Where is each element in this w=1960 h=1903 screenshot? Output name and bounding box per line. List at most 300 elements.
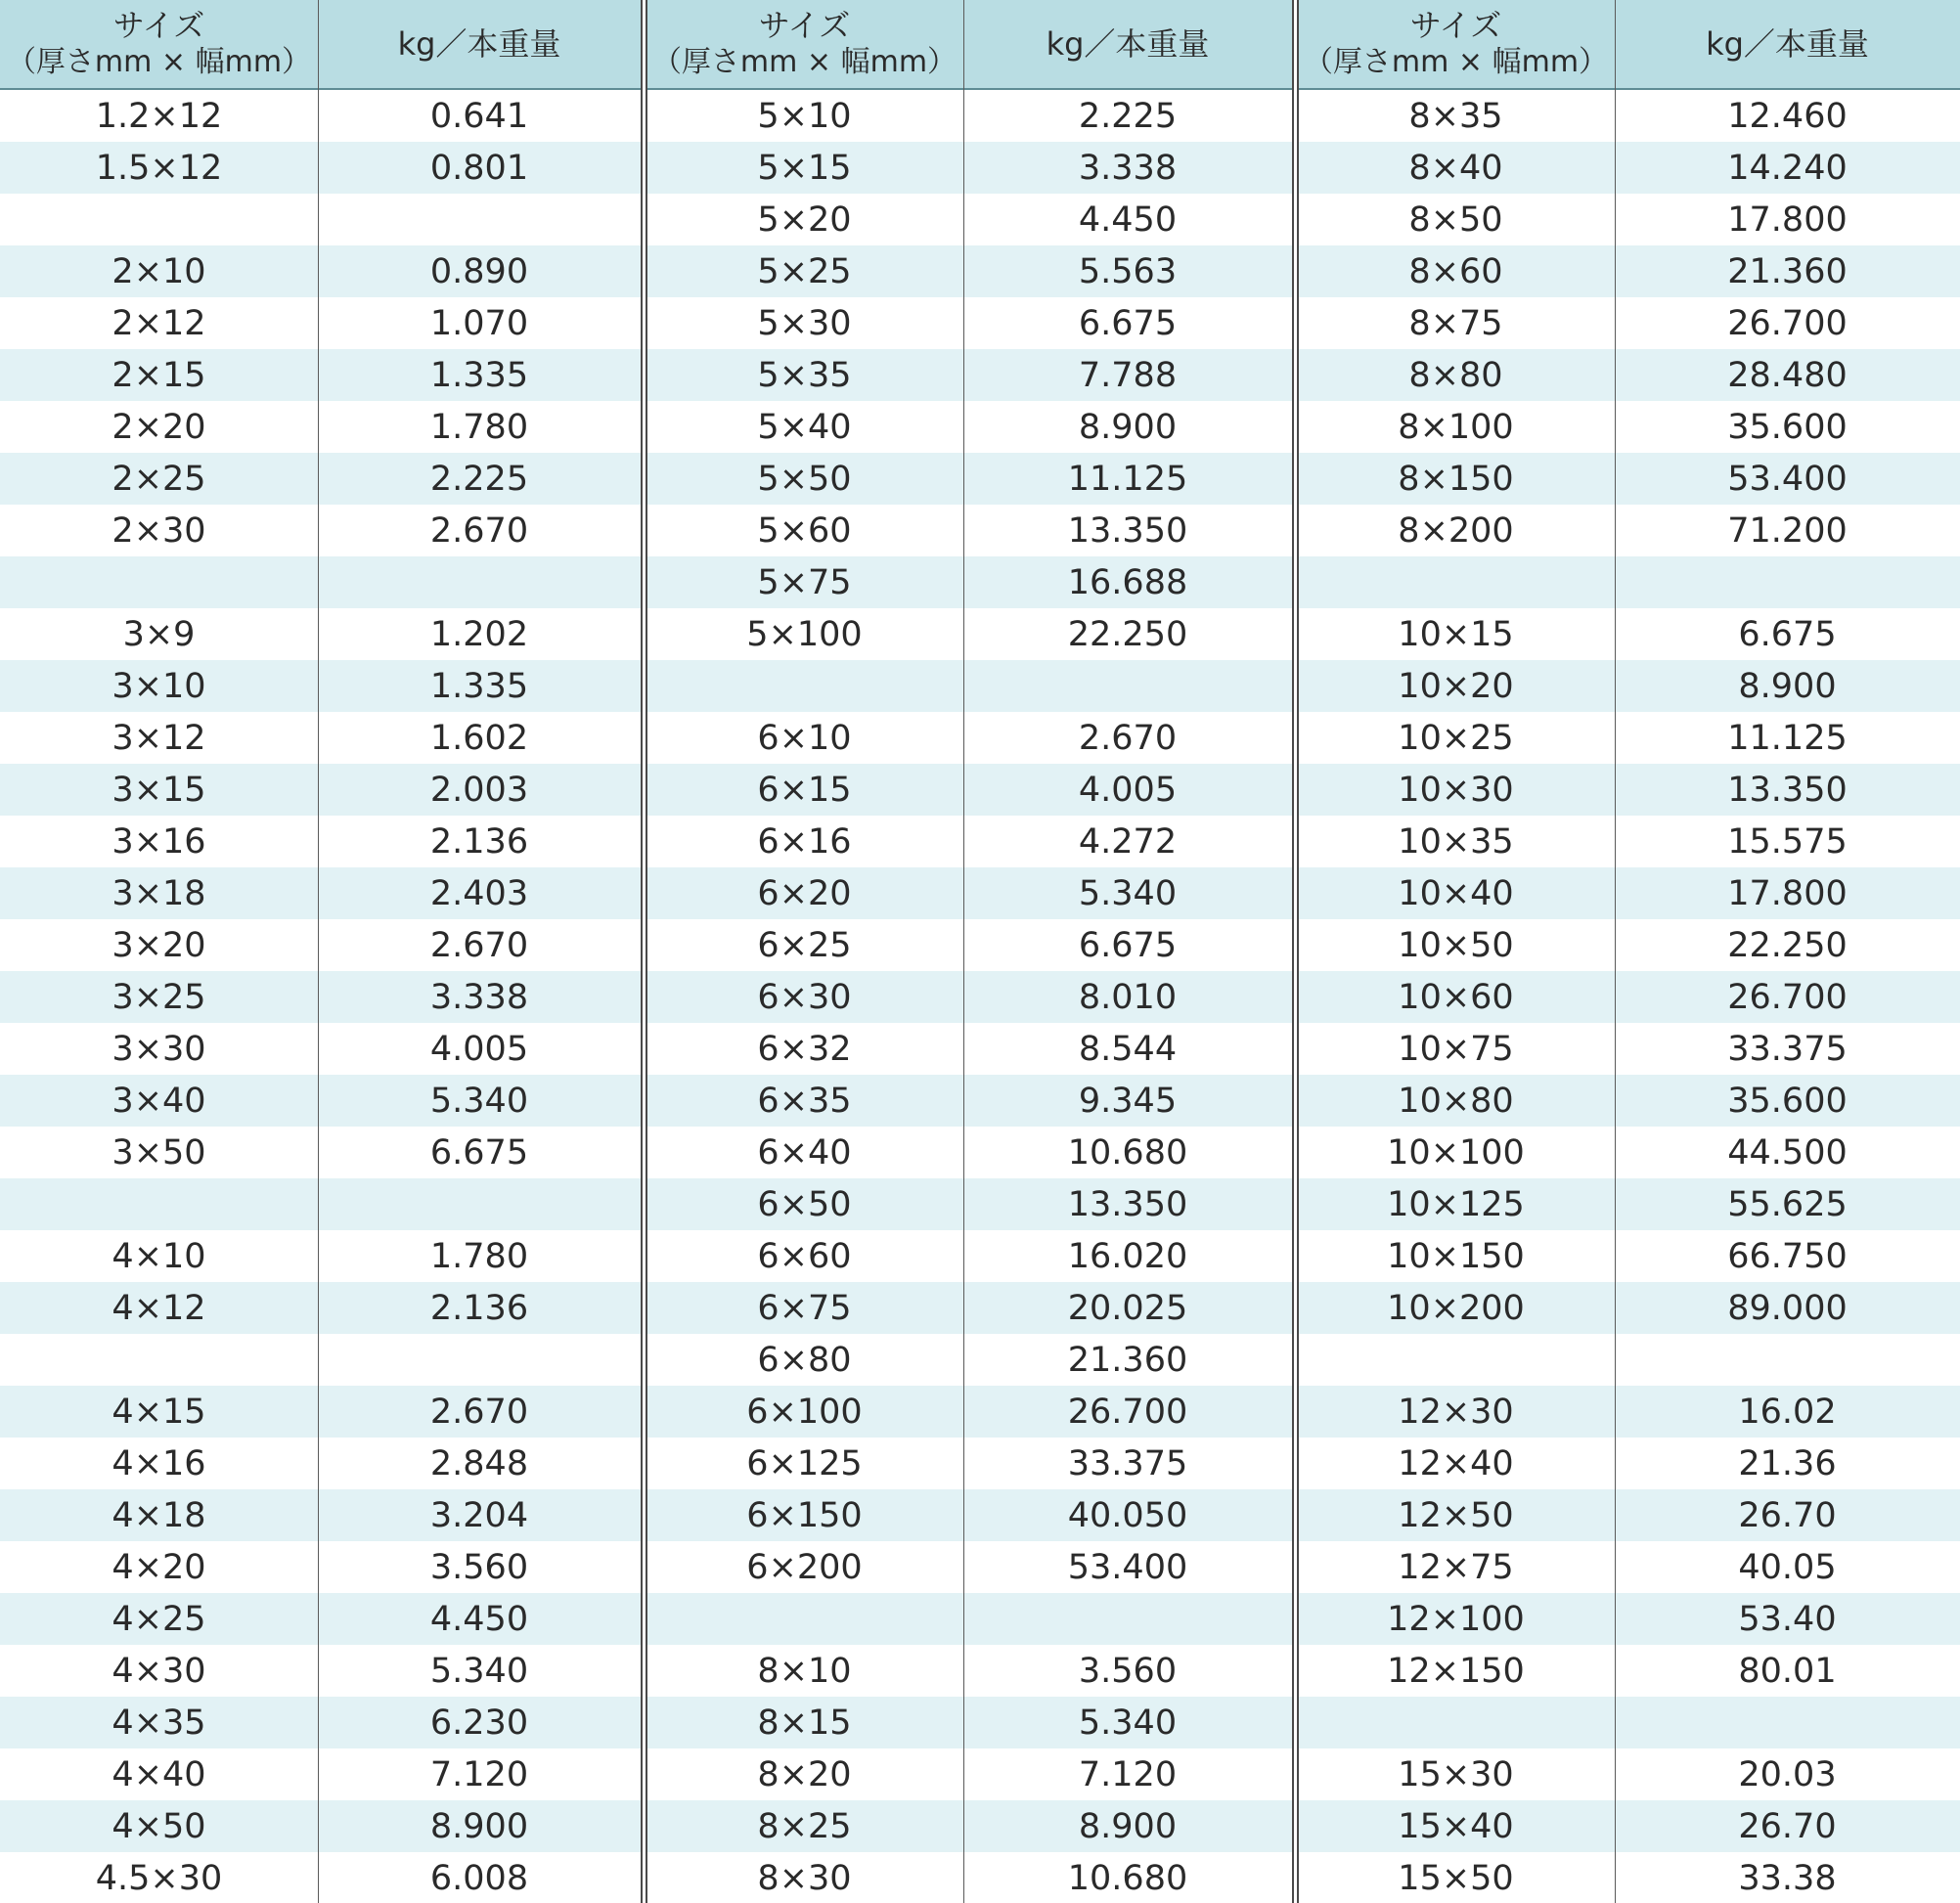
weight-cell: 26.700	[1067, 1392, 1188, 1432]
size-cell: 6×100	[746, 1392, 863, 1432]
weight-cell: 15.575	[1727, 821, 1848, 862]
table-row	[0, 816, 641, 867]
weight-cell: 22.250	[1067, 614, 1188, 654]
size-cell: 8×10	[757, 1651, 852, 1691]
weight-cell: 5.563	[1078, 251, 1178, 291]
block-divider	[641, 0, 643, 1903]
size-cell: 10×80	[1398, 1081, 1514, 1121]
weight-cell: 40.050	[1067, 1495, 1188, 1535]
size-cell: 6×75	[757, 1288, 852, 1328]
table-row	[1297, 608, 1960, 660]
size-cell: 4×50	[111, 1806, 206, 1846]
table-block-1	[0, 0, 641, 1903]
weight-cell: 5.340	[429, 1081, 529, 1121]
size-cell: 5×60	[757, 510, 852, 551]
size-cell: 3×25	[111, 977, 206, 1017]
size-cell: 8×30	[757, 1858, 852, 1898]
table-row	[1297, 1178, 1960, 1230]
table-row	[1297, 867, 1960, 919]
size-cell: 6×25	[757, 925, 852, 965]
size-cell: 10×20	[1398, 666, 1514, 706]
size-header	[646, 0, 963, 88]
weight-cell: 6.675	[1738, 614, 1837, 654]
weight-cell: 2.003	[429, 770, 529, 810]
weight-cell: 1.602	[429, 718, 529, 758]
weight-cell: 22.250	[1727, 925, 1848, 965]
size-cell: 5×75	[757, 562, 852, 602]
weight-cell: 1.335	[429, 666, 529, 706]
table-row	[1297, 764, 1960, 816]
weight-cell: 1.335	[429, 355, 529, 395]
weight-cell: 3.560	[429, 1547, 529, 1587]
size-cell: 10×75	[1398, 1029, 1514, 1069]
weight-cell: 26.70	[1738, 1495, 1837, 1535]
table-header	[1297, 0, 1960, 90]
size-cell: 4×18	[111, 1495, 206, 1535]
size-cell: 3×15	[111, 770, 206, 810]
weight-header: kg／本重量	[1706, 25, 1869, 63]
table-row	[646, 1023, 1292, 1075]
size-cell: 10×100	[1387, 1132, 1525, 1173]
table-row	[1297, 1645, 1960, 1697]
size-cell: 3×10	[111, 666, 206, 706]
table-row	[1297, 1023, 1960, 1075]
size-cell: 15×40	[1398, 1806, 1514, 1846]
table-row	[646, 401, 1292, 453]
table-row	[1297, 1127, 1960, 1178]
size-header	[0, 0, 318, 88]
size-cell: 12×75	[1398, 1547, 1514, 1587]
table-row	[0, 1127, 641, 1178]
table-row	[0, 349, 641, 401]
weight-cell: 20.025	[1067, 1288, 1188, 1328]
weight-cell: 44.500	[1727, 1132, 1848, 1173]
block-divider	[1292, 0, 1294, 1903]
size-cell: 8×15	[757, 1703, 852, 1743]
table-row	[646, 816, 1292, 867]
size-cell: 6×10	[757, 718, 852, 758]
table-row	[646, 1334, 1292, 1386]
weight-cell: 14.240	[1727, 148, 1848, 188]
table-row	[0, 556, 641, 608]
table-row	[0, 660, 641, 712]
size-cell: 10×30	[1398, 770, 1514, 810]
weight-cell: 53.400	[1727, 459, 1848, 499]
table-row	[646, 1438, 1292, 1489]
weight-cell: 53.400	[1067, 1547, 1188, 1587]
table-row	[646, 453, 1292, 505]
table-row	[0, 1697, 641, 1748]
weight-cell: 33.38	[1738, 1858, 1837, 1898]
table-row	[1297, 194, 1960, 245]
table-row	[1297, 1541, 1960, 1593]
weight-cell: 8.900	[1078, 1806, 1178, 1846]
size-header-unit: （厚さmm × 幅mm）	[6, 45, 312, 79]
size-cell: 5×25	[757, 251, 852, 291]
size-cell: 5×10	[757, 96, 852, 136]
table-row	[646, 660, 1292, 712]
weight-cell: 8.010	[1078, 977, 1178, 1017]
size-cell: 10×25	[1398, 718, 1514, 758]
block-divider	[1297, 0, 1299, 1903]
weight-cell: 21.360	[1727, 251, 1848, 291]
weight-cell: 8.544	[1078, 1029, 1178, 1069]
table-row	[1297, 1438, 1960, 1489]
weight-cell: 55.625	[1727, 1184, 1848, 1224]
weight-cell: 6.675	[1078, 925, 1178, 965]
table-row	[0, 1230, 641, 1282]
size-cell: 2×20	[111, 407, 206, 447]
weight-cell: 26.700	[1727, 977, 1848, 1017]
weight-cell: 3.338	[1078, 148, 1178, 188]
table-row	[646, 1541, 1292, 1593]
table-row	[0, 1852, 641, 1903]
table-row	[0, 919, 641, 971]
size-cell: 8×35	[1408, 96, 1503, 136]
size-cell: 4×25	[111, 1599, 206, 1639]
size-cell: 10×60	[1398, 977, 1514, 1017]
table-row	[646, 194, 1292, 245]
table-row	[0, 401, 641, 453]
table-row	[1297, 1282, 1960, 1334]
weight-cell: 1.780	[429, 407, 529, 447]
weight-cell: 2.225	[429, 459, 529, 499]
table-row	[0, 1593, 641, 1645]
size-cell: 6×125	[746, 1443, 863, 1483]
table-rows	[646, 90, 1292, 1903]
size-cell: 8×20	[757, 1754, 852, 1794]
size-cell: 10×50	[1398, 925, 1514, 965]
table-row	[0, 971, 641, 1023]
table-row	[0, 764, 641, 816]
weight-cell: 10.680	[1067, 1132, 1188, 1173]
weight-cell: 6.008	[429, 1858, 529, 1898]
table-row	[0, 712, 641, 764]
size-cell: 10×40	[1398, 873, 1514, 913]
size-cell: 2×25	[111, 459, 206, 499]
table-row	[1297, 349, 1960, 401]
weight-cell: 13.350	[1067, 510, 1188, 551]
table-row	[0, 1334, 641, 1386]
weight-cell: 4.450	[1078, 199, 1178, 240]
size-cell: 4×10	[111, 1236, 206, 1276]
weight-cell: 8.900	[1078, 407, 1178, 447]
table-row	[0, 297, 641, 349]
weight-cell: 2.670	[429, 510, 529, 551]
table-row	[1297, 919, 1960, 971]
size-cell: 8×80	[1408, 355, 1503, 395]
size-cell: 10×200	[1387, 1288, 1525, 1328]
size-cell: 10×125	[1387, 1184, 1525, 1224]
table-row	[646, 1386, 1292, 1438]
size-cell: 5×20	[757, 199, 852, 240]
table-row	[1297, 142, 1960, 194]
table-row	[1297, 505, 1960, 556]
size-cell: 6×150	[746, 1495, 863, 1535]
weight-cell: 0.641	[429, 96, 529, 136]
size-cell: 10×35	[1398, 821, 1514, 862]
weight-cell: 16.688	[1067, 562, 1188, 602]
table-row	[646, 1593, 1292, 1645]
table-row	[1297, 1697, 1960, 1748]
table-row	[0, 505, 641, 556]
table-block-3	[1297, 0, 1960, 1903]
weight-cell: 1.780	[429, 1236, 529, 1276]
table-row	[646, 556, 1292, 608]
table-block-2	[646, 0, 1292, 1903]
table-row	[646, 297, 1292, 349]
column-divider	[318, 0, 319, 1903]
size-cell: 5×100	[746, 614, 863, 654]
size-cell: 5×40	[757, 407, 852, 447]
table-row	[646, 90, 1292, 142]
size-cell: 3×18	[111, 873, 206, 913]
size-cell: 4×16	[111, 1443, 206, 1483]
weight-cell: 20.03	[1738, 1754, 1837, 1794]
table-row	[0, 1282, 641, 1334]
weight-cell: 3.204	[429, 1495, 529, 1535]
weight-cell: 12.460	[1727, 96, 1848, 136]
size-cell: 5×35	[757, 355, 852, 395]
weight-cell: 5.340	[1078, 1703, 1178, 1743]
weight-cell: 71.200	[1727, 510, 1848, 551]
table-row	[1297, 401, 1960, 453]
weight-cell: 66.750	[1727, 1236, 1848, 1276]
table-row	[646, 608, 1292, 660]
table-row	[1297, 1489, 1960, 1541]
table-row	[1297, 245, 1960, 297]
weight-cell: 21.36	[1738, 1443, 1837, 1483]
size-cell: 8×60	[1408, 251, 1503, 291]
table-row	[1297, 1852, 1960, 1903]
weight-cell: 0.890	[429, 251, 529, 291]
table-row	[0, 194, 641, 245]
size-cell: 4×30	[111, 1651, 206, 1691]
size-cell: 8×200	[1398, 510, 1514, 551]
weight-cell: 3.338	[429, 977, 529, 1017]
size-cell: 8×150	[1398, 459, 1514, 499]
weight-cell: 4.272	[1078, 821, 1178, 862]
weight-cell: 2.403	[429, 873, 529, 913]
table-row	[646, 1075, 1292, 1127]
size-cell: 2×12	[111, 303, 206, 343]
table-row	[646, 712, 1292, 764]
table-row	[0, 142, 641, 194]
table-row	[646, 245, 1292, 297]
table-row	[0, 90, 641, 142]
weight-cell: 3.560	[1078, 1651, 1178, 1691]
table-row	[646, 142, 1292, 194]
size-cell: 3×20	[111, 925, 206, 965]
size-cell: 10×15	[1398, 614, 1514, 654]
column-divider	[963, 0, 964, 1903]
weight-cell: 80.01	[1738, 1651, 1837, 1691]
weight-cell: 1.202	[429, 614, 529, 654]
table-row	[0, 1748, 641, 1800]
column-divider	[1615, 0, 1616, 1903]
table-row	[646, 349, 1292, 401]
block-divider	[646, 0, 647, 1903]
table-row	[0, 608, 641, 660]
table-row	[646, 1230, 1292, 1282]
weight-cell: 11.125	[1067, 459, 1188, 499]
table-row	[1297, 1075, 1960, 1127]
weight-cell: 2.670	[429, 1392, 529, 1432]
weight-cell: 6.675	[1078, 303, 1178, 343]
table-row	[0, 1023, 641, 1075]
weight-cell: 35.600	[1727, 407, 1848, 447]
size-cell: 6×16	[757, 821, 852, 862]
table-row	[0, 1645, 641, 1697]
table-row	[1297, 1334, 1960, 1386]
weight-cell: 10.680	[1067, 1858, 1188, 1898]
weight-cell: 28.480	[1727, 355, 1848, 395]
size-cell: 5×30	[757, 303, 852, 343]
table-row	[646, 971, 1292, 1023]
size-cell: 4×12	[111, 1288, 206, 1328]
table-header	[0, 0, 641, 90]
table-row	[0, 1800, 641, 1852]
size-cell: 6×35	[757, 1081, 852, 1121]
weight-cell: 21.360	[1067, 1340, 1188, 1380]
table-rows	[0, 90, 641, 1903]
weight-cell: 7.788	[1078, 355, 1178, 395]
size-cell: 6×60	[757, 1236, 852, 1276]
weight-cell: 5.340	[429, 1651, 529, 1691]
table-row	[1297, 660, 1960, 712]
size-cell: 8×100	[1398, 407, 1514, 447]
weight-cell: 16.02	[1738, 1392, 1837, 1432]
weight-cell: 9.345	[1078, 1081, 1178, 1121]
size-cell: 6×15	[757, 770, 852, 810]
size-header	[1297, 0, 1615, 88]
weight-cell: 0.801	[429, 148, 529, 188]
size-cell: 8×25	[757, 1806, 852, 1846]
size-cell: 8×40	[1408, 148, 1503, 188]
size-header-label: サイズ	[758, 7, 851, 44]
size-cell: 6×20	[757, 873, 852, 913]
table-row	[646, 1748, 1292, 1800]
weight-cell: 1.070	[429, 303, 529, 343]
table-row	[646, 1178, 1292, 1230]
size-cell: 12×30	[1398, 1392, 1514, 1432]
size-cell: 3×9	[122, 614, 196, 654]
weight-cell: 33.375	[1727, 1029, 1848, 1069]
size-cell: 8×75	[1408, 303, 1503, 343]
table-row	[1297, 297, 1960, 349]
size-cell: 8×50	[1408, 199, 1503, 240]
weight-cell: 6.675	[429, 1132, 529, 1173]
size-cell: 15×30	[1398, 1754, 1514, 1794]
size-cell: 5×50	[757, 459, 852, 499]
weight-cell: 13.350	[1727, 770, 1848, 810]
table-row	[1297, 1386, 1960, 1438]
table-row	[0, 1438, 641, 1489]
table-row	[646, 919, 1292, 971]
size-cell: 6×80	[757, 1340, 852, 1380]
weight-cell: 53.40	[1738, 1599, 1837, 1639]
size-cell: 15×50	[1398, 1858, 1514, 1898]
table-row	[646, 1645, 1292, 1697]
table-row	[1297, 453, 1960, 505]
weight-cell: 7.120	[429, 1754, 529, 1794]
weight-cell: 16.020	[1067, 1236, 1188, 1276]
weight-cell: 4.005	[429, 1029, 529, 1069]
table-row	[1297, 712, 1960, 764]
weight-cell: 5.340	[1078, 873, 1178, 913]
table-row	[646, 1127, 1292, 1178]
weight-header: kg／本重量	[1046, 25, 1210, 63]
size-cell: 4×35	[111, 1703, 206, 1743]
weight-cell: 8.900	[429, 1806, 529, 1846]
table-row	[646, 1852, 1292, 1903]
size-cell: 2×15	[111, 355, 206, 395]
size-cell: 4×40	[111, 1754, 206, 1794]
size-cell: 6×30	[757, 977, 852, 1017]
weight-cell: 2.670	[1078, 718, 1178, 758]
weight-cell: 26.70	[1738, 1806, 1837, 1846]
size-header-unit: （厚さmm × 幅mm）	[651, 45, 958, 79]
weight-cell: 2.848	[429, 1443, 529, 1483]
size-cell: 1.2×12	[95, 96, 223, 136]
weight-cell: 26.700	[1727, 303, 1848, 343]
size-cell: 6×50	[757, 1184, 852, 1224]
weight-cell: 40.05	[1738, 1547, 1837, 1587]
table-row	[1297, 1593, 1960, 1645]
table-row	[646, 1697, 1292, 1748]
weight-header: kg／本重量	[397, 25, 561, 63]
size-cell: 12×100	[1387, 1599, 1525, 1639]
table-row	[0, 1541, 641, 1593]
size-cell: 6×32	[757, 1029, 852, 1069]
weight-cell: 6.230	[429, 1703, 529, 1743]
weight-cell: 89.000	[1727, 1288, 1848, 1328]
weight-cell: 7.120	[1078, 1754, 1178, 1794]
size-cell: 10×150	[1387, 1236, 1525, 1276]
weight-cell: 13.350	[1067, 1184, 1188, 1224]
weight-cell: 4.005	[1078, 770, 1178, 810]
size-cell: 3×40	[111, 1081, 206, 1121]
table-row	[0, 245, 641, 297]
weight-cell: 11.125	[1727, 718, 1848, 758]
size-cell: 3×12	[111, 718, 206, 758]
table-row	[646, 1489, 1292, 1541]
weight-cell: 2.136	[429, 1288, 529, 1328]
table-row	[1297, 90, 1960, 142]
size-cell: 2×10	[111, 251, 206, 291]
table-row	[646, 1800, 1292, 1852]
table-row	[646, 1282, 1292, 1334]
table-row	[0, 1075, 641, 1127]
size-cell: 3×30	[111, 1029, 206, 1069]
table-row	[1297, 816, 1960, 867]
table-row	[646, 764, 1292, 816]
size-cell: 3×50	[111, 1132, 206, 1173]
table-row	[0, 867, 641, 919]
size-cell: 4×20	[111, 1547, 206, 1587]
size-cell: 2×30	[111, 510, 206, 551]
table-row	[1297, 556, 1960, 608]
table-row	[1297, 1800, 1960, 1852]
size-cell: 4.5×30	[95, 1858, 223, 1898]
size-cell: 5×15	[757, 148, 852, 188]
size-cell: 3×16	[111, 821, 206, 862]
size-cell: 1.5×12	[95, 148, 223, 188]
table-row	[1297, 1748, 1960, 1800]
size-cell: 12×50	[1398, 1495, 1514, 1535]
table-rows	[1297, 90, 1960, 1903]
size-cell: 6×200	[746, 1547, 863, 1587]
